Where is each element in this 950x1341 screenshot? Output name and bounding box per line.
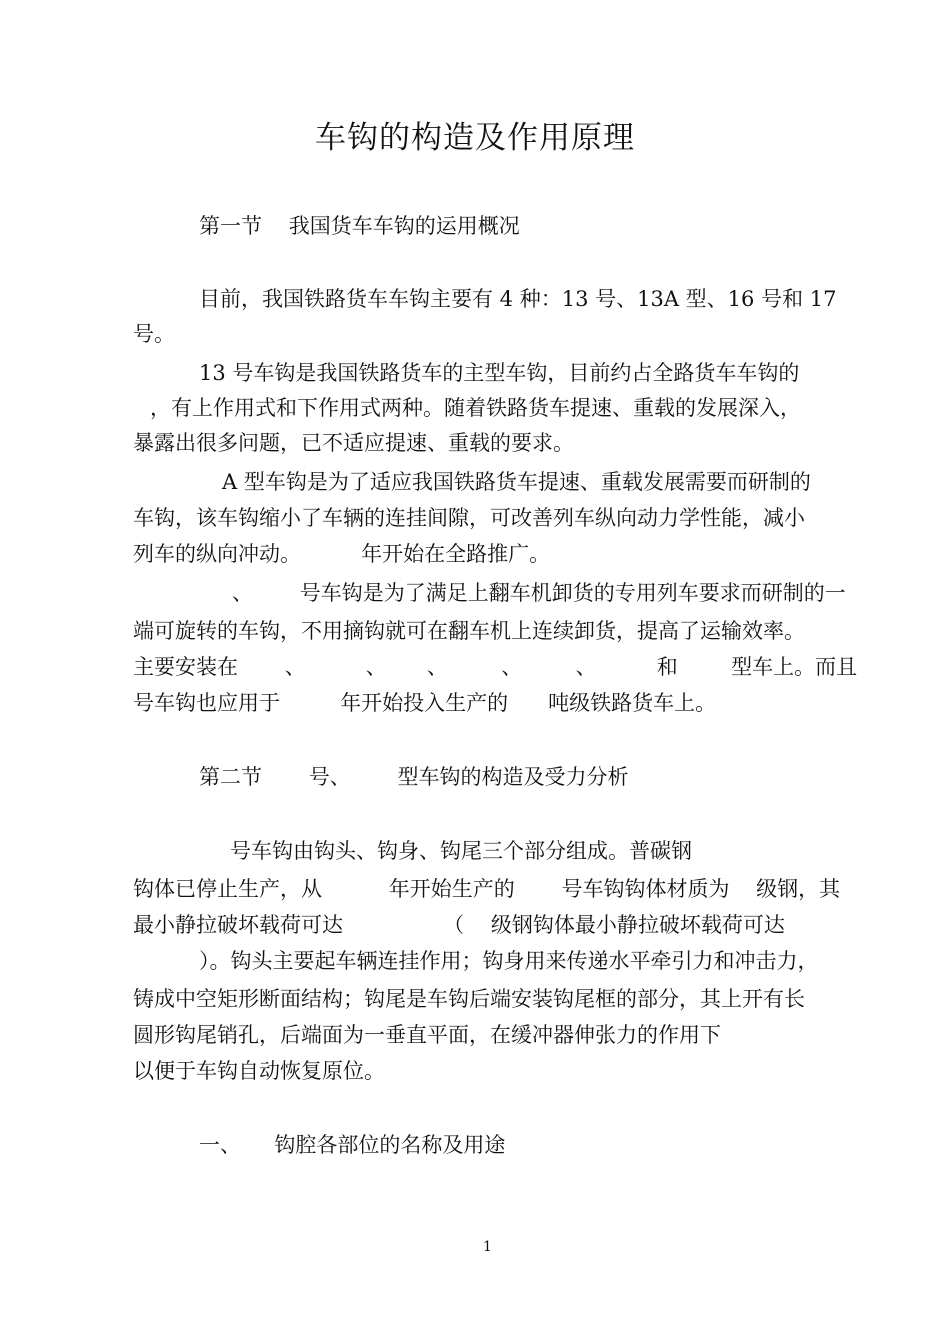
paragraph-line: 以便于车钩自动恢复原位。 [133,1059,385,1083]
subsection-heading: 一、 钩腔各部位的名称及用途 [199,1133,506,1157]
paragraph-line: 最小静拉破坏载荷可达 （ 级钢钩体最小静拉破坏载荷可达 [133,913,785,937]
paragraph-line: 车钩，该车钩缩小了车辆的连挂间隙，可改善列车纵向动力学性能，减小 [133,506,805,530]
paragraph-line: 端可旋转的车钩，不用摘钩就可在翻车机上连续卸货，提高了运输效率。 [133,619,805,643]
paragraph-line: ，有上作用式和下作用式两种。随着铁路货车提速、重载的发展深入， [150,396,801,420]
paragraph-line: 铸成中空矩形断面结构；钩尾是车钩后端安装钩尾框的部分，其上开有长 [133,987,805,1011]
paragraph-line: ）。钩头主要起车辆连挂作用；钩身用来传递水平牵引力和冲击力， [199,949,819,973]
paragraph-line: 号。 [133,322,175,346]
section-1-heading: 第一节 我国货车车钩的运用概况 [199,214,520,238]
document-title: 车钩的构造及作用原理 [315,120,635,156]
paragraph-line: 主要安装在 、 、 、 、 、 和 型车上。而且 [133,655,858,679]
paragraph-line: 、 号车钩是为了满足上翻车机卸货的专用列车要求而研制的一 [232,581,846,605]
section-2-heading: 第二节 号、 型车钩的构造及受力分析 [199,765,629,789]
paragraph-line: 号车钩也应用于 年开始投入生产的 吨级铁路货车上。 [133,691,717,715]
paragraph-line: 暴露出很多问题，已不适应提速、重载的要求。 [133,431,574,455]
paragraph-line: 13 号车钩是我国铁路货车的主型车钩，目前约占全路货车车钩的 [199,361,800,385]
paragraph-line: 钩体已停止生产，从 年开始生产的 号车钩钩体材质为 级钢，其 [133,877,841,901]
paragraph-line: 目前，我国铁路货车车钩主要有 4 种：13 号、13A 型、16 号和 17 [199,287,837,311]
paragraph-line: 列车的纵向冲动。 年开始在全路推广。 [133,542,551,566]
paragraph-line: A 型车钩是为了适应我国铁路货车提速、重载发展需要而研制的 [222,470,811,494]
page-number: 1 [483,1239,492,1255]
paragraph-line: 号车钩由钩头、钩身、钩尾三个部分组成。普碳钢 [230,839,692,863]
paragraph-line: 圆形钩尾销孔，后端面为一垂直平面，在缓冲器伸张力的作用下 [133,1023,721,1047]
